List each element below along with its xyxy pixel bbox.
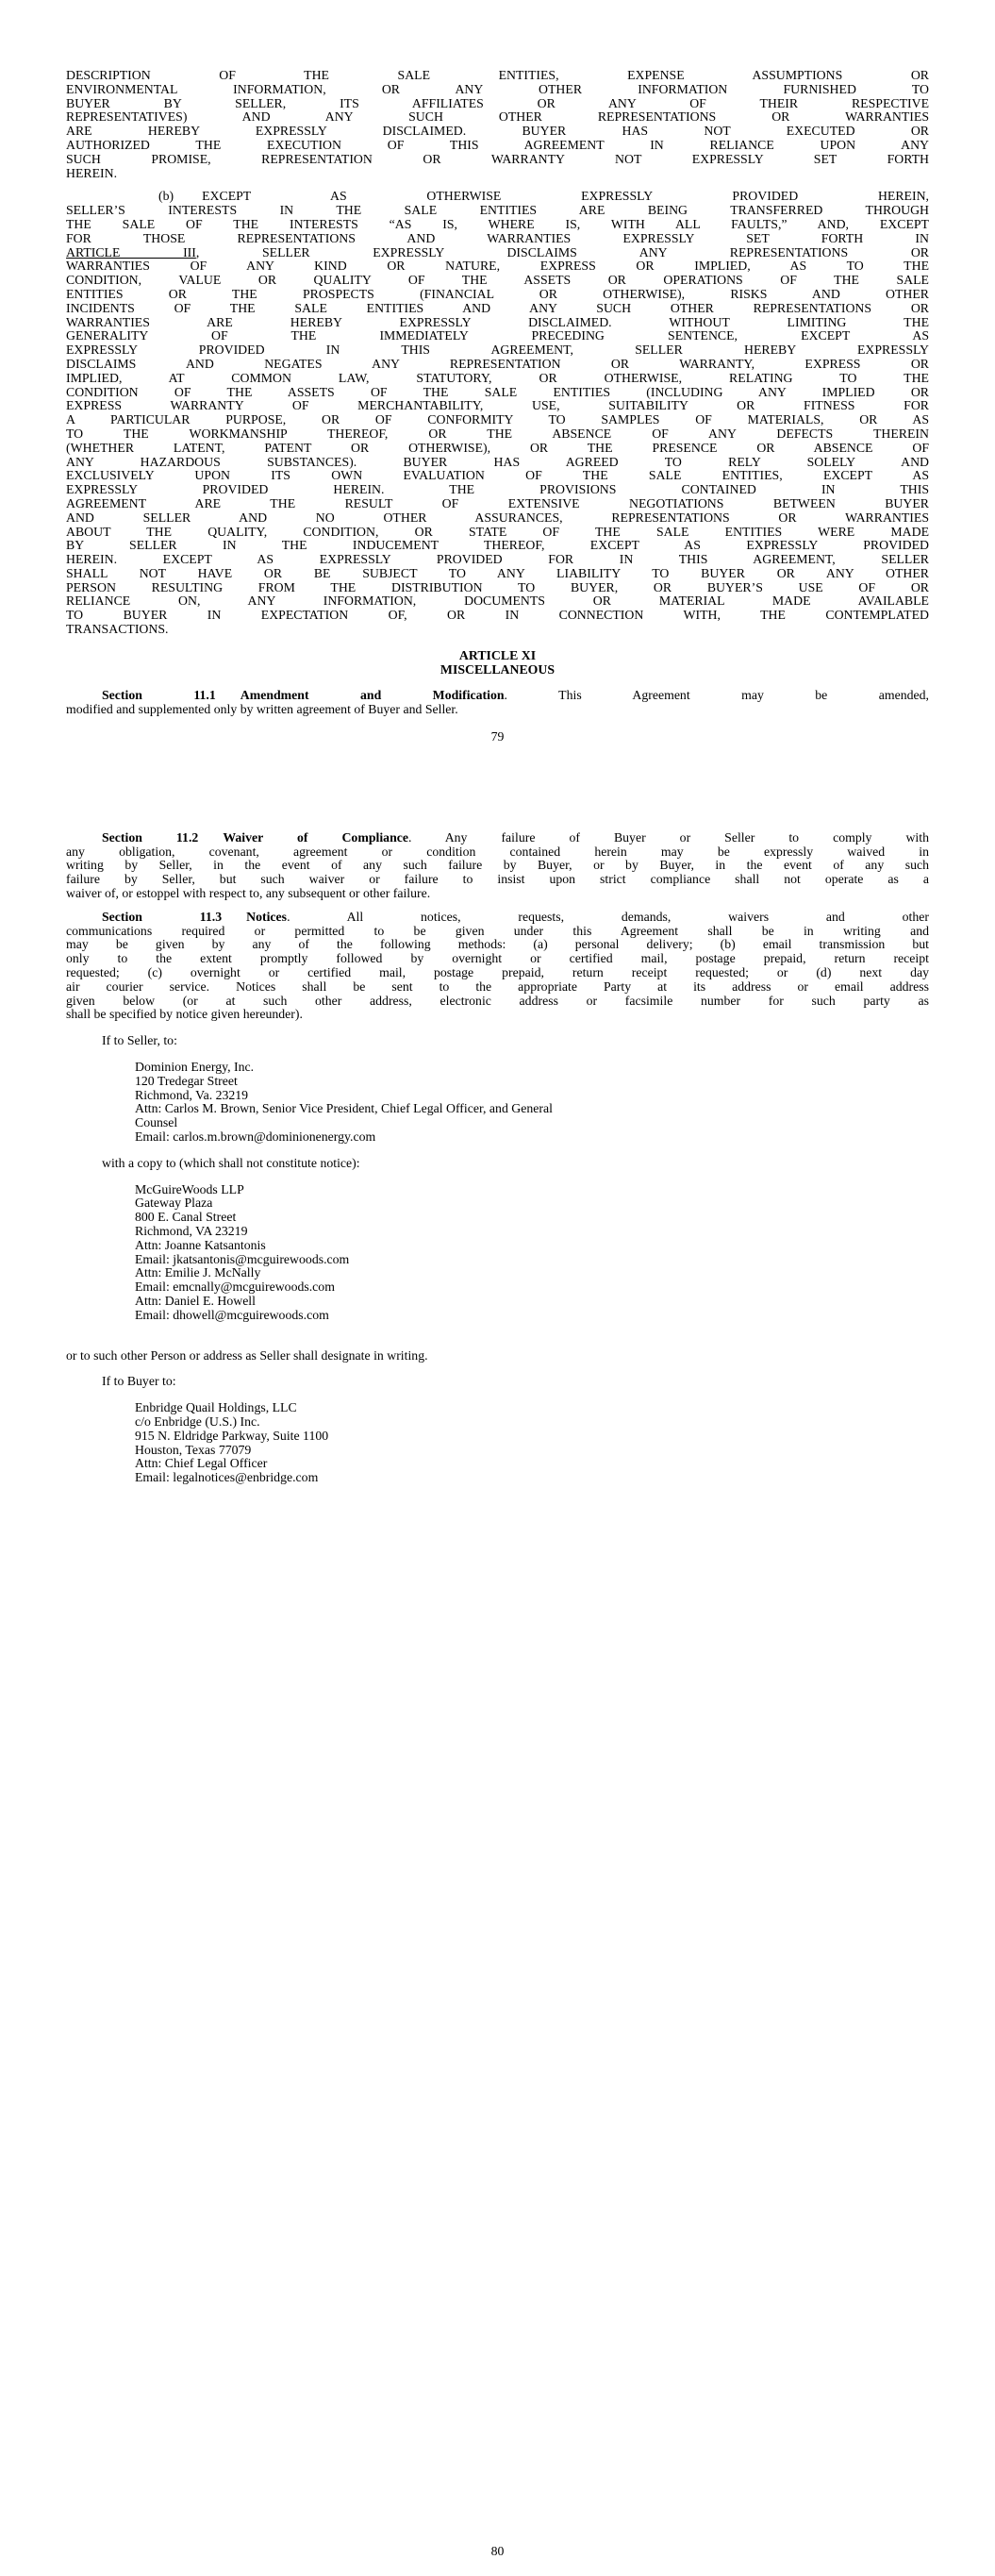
text-segment: EXCEPT AS OTHERWISE EXPRESSLY PROVIDED HEREIN,: [202, 189, 929, 204]
text-line: Email: jkatsantonis@mcguirewoods.com: [135, 1251, 350, 1266]
buyer-notice-label: If to Buyer to:: [102, 1374, 176, 1389]
text-line: Richmond, VA 23219: [135, 1223, 248, 1238]
text-line: [66, 831, 929, 845]
text-line: Email: dhowell@mcguirewoods.com: [135, 1307, 329, 1322]
text-segment: Section 11.3: [102, 909, 223, 924]
text-segment: . All notices, requests, demands, waivers and other: [287, 909, 929, 924]
text-line: failure by Seller, but such waiver or failure to insist upon strict compliance shall not operate as a: [66, 872, 929, 887]
cross-reference: ARTICLE III: [66, 244, 196, 259]
buyer-address-block: [66, 1401, 929, 1485]
text-line: RELIANCE ON, ANY INFORMATION, DOCUMENTS OR MATERIAL MADE AVAILABLE: [66, 594, 929, 609]
text-line: ARE HEREBY EXPRESSLY DISCLAIMED. BUYER HAS NOT EXECUTED OR: [66, 124, 929, 139]
text-line: DISCLAIMS AND NEGATES ANY REPRESENTATION OR WARRANTY, EXPRESS OR: [66, 356, 929, 371]
text-segment: Waiver of Compliance: [223, 829, 408, 845]
text-line: waiver of, or estoppel with respect to, any subsequent or other failure.: [66, 886, 431, 901]
text-line: FOR THOSE REPRESENTATIONS AND WARRANTIES EXPRESSLY SET FORTH IN: [66, 230, 929, 245]
page-number-79: 79: [490, 729, 505, 744]
text-line: EXCLUSIVELY UPON ITS OWN EVALUATION OF THE SALE ENTITIES, EXCEPT AS: [66, 468, 929, 483]
text-line: EXPRESSLY PROVIDED HEREIN. THE PROVISIONS CONTAINED IN THIS: [66, 482, 929, 497]
text-line: given below (or at such other address, electronic address or facsimile number for such party as: [66, 993, 929, 1008]
text-line: SUCH PROMISE, REPRESENTATION OR WARRANTY NOT EXPRESSLY SET FORTH: [66, 151, 929, 166]
text-segment: , SELLER EXPRESSLY DISCLAIMS ANY REPRESENTATIONS OR: [195, 244, 929, 259]
page-number-80: 80: [490, 2544, 505, 2559]
text-line: writing by Seller, in the event of any such failure by Buyer, or by Buyer, in the event of any such: [66, 858, 929, 873]
text-line: WARRANTIES OF ANY KIND OR NATURE, EXPRESS OR IMPLIED, AS TO THE: [66, 259, 929, 274]
text-line: Attn: Emilie J. McNally: [135, 1265, 261, 1280]
text-line: communications required or permitted to be given under this Agreement shall be in writing and: [66, 923, 929, 938]
text-line: AUTHORIZED THE EXECUTION OF THIS AGREEMENT IN RELIANCE UPON ANY: [66, 137, 929, 152]
text-line: [66, 911, 929, 925]
text-line: Attn: Chief Legal Officer: [135, 1456, 268, 1471]
text-line: TO BUYER IN EXPECTATION OF, OR IN CONNECTION WITH, THE CONTEMPLATED: [66, 608, 929, 623]
text-line: Attn: Carlos M. Brown, Senior Vice President, Chief Legal Officer, and General: [135, 1101, 553, 1116]
text-line: SELLER’S INTERESTS IN THE SALE ENTITIES ARE BEING TRANSFERRED THROUGH: [66, 203, 929, 218]
text-segment: Amendment and Modification: [240, 688, 505, 703]
text-line: EXPRESSLY PROVIDED IN THIS AGREEMENT, SELLER HEREBY EXPRESSLY: [66, 343, 929, 358]
text-line: (WHETHER LATENT, PATENT OR OTHERWISE), OR THE PRESENCE OR ABSENCE OF: [66, 440, 929, 455]
seller-notice-label: If to Seller, to:: [102, 1033, 177, 1048]
text-segment: Section 11.2: [102, 829, 199, 845]
text-line: IMPLIED, AT COMMON LAW, STATUTORY, OR OTHERWISE, RELATING TO THE: [66, 370, 929, 385]
text-line: Counsel: [135, 1115, 178, 1130]
text-line: 800 E. Canal Street: [135, 1210, 237, 1225]
text-line: shall be specified by notice given hereunder).: [66, 1007, 303, 1022]
text-line: EXPRESS WARRANTY OF MERCHANTABILITY, USE, SUITABILITY OR FITNESS FOR: [66, 398, 929, 413]
text-line: A PARTICULAR PURPOSE, OR OF CONFORMITY TO SAMPLES OF MATERIALS, OR AS: [66, 412, 929, 427]
text-line: Attn: Daniel E. Howell: [135, 1293, 256, 1308]
text-line: Email: legalnotices@enbridge.com: [135, 1470, 319, 1485]
text-line: THE SALE OF THE INTERESTS “AS IS, WHERE IS, WITH ALL FAULTS,” AND, EXCEPT: [66, 216, 929, 231]
text-line: REPRESENTATIVES) AND ANY SUCH OTHER REPRESENTATIONS OR WARRANTIES: [66, 109, 929, 125]
text-line: Gateway Plaza: [135, 1196, 213, 1211]
blank-page-space: [66, 1485, 929, 2545]
text-line: ENTITIES OR THE PROSPECTS (FINANCIAL OR OTHERWISE), RISKS AND OTHER: [66, 286, 929, 301]
article-heading: [66, 649, 929, 677]
text-line: INCIDENTS OF THE SALE ENTITIES AND ANY SUCH OTHER REPRESENTATIONS OR: [66, 300, 929, 315]
paragraph-disclaimer-continuation: [66, 69, 929, 180]
text-line: BUYER BY SELLER, ITS AFFILIATES OR ANY OF THEIR RESPECTIVE: [66, 95, 929, 110]
text-line: ABOUT THE QUALITY, CONDITION, OR STATE OF THE SALE ENTITIES WERE MADE: [66, 524, 929, 539]
text-line: BY SELLER IN THE INDUCEMENT THEREOF, EXCEPT AS EXPRESSLY PROVIDED: [66, 538, 929, 553]
section-11-3-paragraph: [66, 911, 929, 1022]
text-line: 120 Tredegar Street: [135, 1073, 238, 1088]
text-line: McGuireWoods LLP: [135, 1181, 244, 1196]
text-line: CONDITION, VALUE OR QUALITY OF THE ASSETS OR OPERATIONS OF THE SALE: [66, 273, 929, 288]
text-line: WARRANTIES ARE HEREBY EXPRESSLY DISCLAIMED. WITHOUT LIMITING THE: [66, 314, 929, 329]
text-line: DESCRIPTION OF THE SALE ENTITIES, EXPENSE ASSUMPTIONS OR: [66, 68, 929, 82]
text-line: TO THE WORKMANSHIP THEREOF, OR THE ABSENCE OF ANY DEFECTS THEREIN: [66, 426, 929, 441]
text-line: AND SELLER AND NO OTHER ASSURANCES, REPRESENTATIONS OR WARRANTIES: [66, 510, 929, 525]
text-line: Dominion Energy, Inc.: [135, 1060, 255, 1075]
text-line: AGREEMENT ARE THE RESULT OF EXTENSIVE NEGOTIATIONS BETWEEN BUYER: [66, 495, 929, 510]
text-line: Enbridge Quail Holdings, LLC: [135, 1400, 297, 1415]
text-line: air courier service. Notices shall be sent to the appropriate Party at its address or email address: [66, 979, 929, 994]
text-line: ANY HAZARDOUS SUBSTANCES). BUYER HAS AGREED TO RELY SOLELY AND: [66, 454, 929, 469]
text-segment: . This Agreement may be amended,: [504, 688, 929, 703]
text-line: may be given by any of the following methods: (a) personal delivery; (b) email transmission but: [66, 937, 929, 952]
text-line: Houston, Texas 77079: [135, 1442, 252, 1457]
article-number: ARTICLE XI: [458, 647, 537, 662]
text-segment: Notices: [246, 909, 288, 924]
text-line: Email: emcnally@mcguirewoods.com: [135, 1280, 335, 1295]
seller-address-block: [66, 1061, 929, 1145]
text-segment: . Any failure of Buyer or Seller to comply with: [408, 829, 929, 845]
text-line: requested; (c) overnight or certified mail, postage prepaid, return receipt requested; or (d) next day: [66, 965, 929, 980]
alternate-address-note: or to such other Person or address as Seller shall designate in writing.: [66, 1347, 428, 1363]
text-segment: (b): [158, 189, 174, 204]
copy-notice-label: with a copy to (which shall not constitute notice):: [102, 1155, 360, 1170]
section-11-1-paragraph: [66, 689, 929, 717]
text-line: SHALL NOT HAVE OR BE SUBJECT TO ANY LIABILITY TO BUYER OR ANY OTHER: [66, 565, 929, 580]
text-line: GENERALITY OF THE IMMEDIATELY PRECEDING SENTENCE, EXCEPT AS: [66, 328, 929, 343]
tab-space: [198, 841, 223, 842]
text-line: c/o Enbridge (U.S.) Inc.: [135, 1413, 260, 1429]
text-line: ENVIRONMENTAL INFORMATION, OR ANY OTHER INFORMATION FURNISHED TO: [66, 81, 929, 96]
text-line: [66, 689, 929, 703]
text-line: [66, 246, 929, 260]
section-11-2-paragraph: [66, 831, 929, 901]
text-line: 915 N. Eldridge Parkway, Suite 1100: [135, 1428, 329, 1443]
page-break-gap: [66, 744, 929, 831]
copy-address-block: [66, 1183, 929, 1323]
text-line: [66, 190, 929, 204]
tab-space: [216, 698, 240, 699]
text-line: CONDITION OF THE ASSETS OF THE SALE ENTITIES (INCLUDING ANY IMPLIED OR: [66, 384, 929, 399]
text-line: modified and supplemented only by written agreement of Buyer and Seller.: [66, 702, 458, 717]
text-line: only to the extent promptly followed by overnight or certified mail, postage prepaid, return receipt: [66, 951, 929, 966]
text-line: HEREIN. EXCEPT AS EXPRESSLY PROVIDED FOR IN THIS AGREEMENT, SELLER: [66, 552, 929, 567]
tab-space: [222, 920, 246, 921]
text-line: any obligation, covenant, agreement or condition contained herein may be expressly waived in: [66, 844, 929, 859]
tab-space: [174, 199, 202, 200]
text-line: PERSON RESULTING FROM THE DISTRIBUTION TO BUYER, OR BUYER’S USE OF OR: [66, 579, 929, 594]
article-title: MISCELLANEOUS: [439, 661, 556, 677]
paragraph-b-disclaimer: [66, 190, 929, 637]
text-line: Richmond, Va. 23219: [135, 1087, 249, 1102]
text-line: Email: carlos.m.brown@dominionenergy.com: [135, 1129, 376, 1144]
text-segment: Section 11.1: [102, 688, 216, 703]
text-line: TRANSACTIONS.: [66, 622, 169, 637]
text-line: HEREIN.: [66, 165, 118, 180]
text-line: Attn: Joanne Katsantonis: [135, 1237, 266, 1252]
